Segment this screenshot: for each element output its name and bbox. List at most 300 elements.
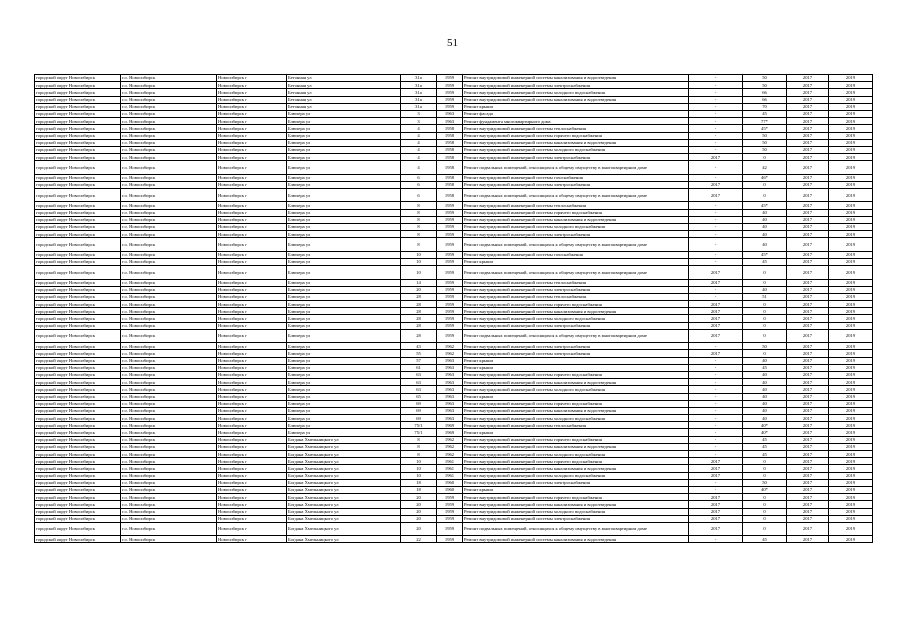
year-cell: 1959 — [437, 251, 463, 258]
city-cell: Новосибирск г — [217, 174, 287, 181]
wear-cell: 45* — [743, 125, 787, 132]
street-cell: Блюхера ул — [287, 343, 401, 350]
period-end-cell: 2019 — [829, 89, 873, 96]
work-type-cell: Ремонт подвальных помещений, относящихся к общему имуществу в многоквартирном доме — [463, 329, 689, 342]
done-year-cell: 2017 — [689, 458, 743, 465]
year-cell: 1959 — [437, 82, 463, 89]
work-type-cell: Ремонт внутридомовой инженерной системы электроснабжения — [463, 286, 689, 293]
year-cell: 1959 — [437, 96, 463, 103]
district-cell: г.о. Новосибирск — [121, 508, 217, 515]
municipality-cell: городской округ Новосибирск — [35, 96, 121, 103]
wear-cell: 0 — [743, 494, 787, 501]
table-row — [35, 415, 873, 422]
period-start-cell: 2017 — [787, 364, 829, 371]
year-cell: 1960 — [437, 486, 463, 493]
district-cell: г.о. Новосибирск — [121, 472, 217, 479]
street-cell: Блюхера ул — [287, 371, 401, 378]
wear-cell: 0 — [743, 329, 787, 342]
period-end-cell: 2019 — [829, 209, 873, 216]
work-type-cell: Ремонт внутридомовой инженерной системы канализования и водоотведения — [463, 443, 689, 450]
house-cell: 3 — [401, 110, 437, 117]
work-type-cell: Ремонт подвальных помещений, относящихся к общему имуществу в многоквартирном доме — [463, 161, 689, 174]
house-cell: 8 — [401, 451, 437, 458]
table-body — [35, 75, 873, 543]
city-cell: Новосибирск г — [217, 231, 287, 238]
municipality-cell: городской округ Новосибирск — [35, 110, 121, 117]
period-end-cell: 2019 — [829, 132, 873, 139]
municipality-cell: городской округ Новосибирск — [35, 379, 121, 386]
period-end-cell: 2019 — [829, 443, 873, 450]
district-cell: г.о. Новосибирск — [121, 451, 217, 458]
street-cell: Богдана Хмельницкого ул — [287, 458, 401, 465]
district-cell: г.о. Новосибирск — [121, 286, 217, 293]
period-start-cell: 2017 — [787, 379, 829, 386]
work-type-cell: Ремонт внутридомовой инженерной системы электроснабжения — [463, 181, 689, 188]
period-start-cell: 2017 — [787, 161, 829, 174]
house-cell: 4 — [401, 132, 437, 139]
house-cell: 10 — [401, 472, 437, 479]
period-end-cell: 2019 — [829, 146, 873, 153]
city-cell: Новосибирск г — [217, 436, 287, 443]
work-type-cell: Ремонт крыши — [463, 486, 689, 493]
wear-cell: 0 — [743, 515, 787, 522]
repair-schedule-table — [34, 74, 873, 543]
year-cell: 1963 — [437, 393, 463, 400]
table-row — [35, 118, 873, 125]
house-cell: 6 — [401, 189, 437, 202]
street-cell: Блюхера ул — [287, 251, 401, 258]
wear-cell: 0 — [743, 266, 787, 279]
wear-cell: 42 — [743, 161, 787, 174]
period-start-cell: 2017 — [787, 465, 829, 472]
table-row — [35, 315, 873, 322]
house-cell: 69 — [401, 400, 437, 407]
city-cell: Новосибирск г — [217, 407, 287, 414]
period-start-cell: 2017 — [787, 301, 829, 308]
district-cell: г.о. Новосибирск — [121, 118, 217, 125]
city-cell: Новосибирск г — [217, 82, 287, 89]
street-cell: Бетонная ул — [287, 96, 401, 103]
municipality-cell: городской округ Новосибирск — [35, 181, 121, 188]
year-cell: 1959 — [437, 279, 463, 286]
district-cell: г.о. Новосибирск — [121, 393, 217, 400]
period-end-cell: 2019 — [829, 293, 873, 300]
table-row — [35, 209, 873, 216]
done-year-cell: - — [689, 379, 743, 386]
district-cell: г.о. Новосибирск — [121, 443, 217, 450]
municipality-cell: городской округ Новосибирск — [35, 400, 121, 407]
period-end-cell: 2019 — [829, 472, 873, 479]
street-cell: Блюхера ул — [287, 429, 401, 436]
year-cell: 1959 — [437, 508, 463, 515]
wear-cell: 40 — [743, 400, 787, 407]
period-end-cell: 2019 — [829, 266, 873, 279]
district-cell: г.о. Новосибирск — [121, 400, 217, 407]
year-cell: 1959 — [437, 501, 463, 508]
work-type-cell: Ремонт внутридомовой инженерной системы электроснабжения — [463, 350, 689, 357]
table-row — [35, 436, 873, 443]
work-type-cell: Ремонт внутридомовой инженерной системы канализования и водоотведения — [463, 216, 689, 223]
municipality-cell: городской округ Новосибирск — [35, 371, 121, 378]
table-row — [35, 216, 873, 223]
table-row — [35, 343, 873, 350]
wear-cell: 0 — [743, 501, 787, 508]
table-row — [35, 189, 873, 202]
municipality-cell: городской округ Новосибирск — [35, 174, 121, 181]
municipality-cell: городской округ Новосибирск — [35, 82, 121, 89]
year-cell: 1959 — [437, 301, 463, 308]
period-end-cell: 2019 — [829, 96, 873, 103]
municipality-cell: городской округ Новосибирск — [35, 189, 121, 202]
table-row — [35, 89, 873, 96]
period-start-cell: 2017 — [787, 501, 829, 508]
street-cell: Блюхера ул — [287, 266, 401, 279]
period-start-cell: 2017 — [787, 472, 829, 479]
table-row — [35, 154, 873, 161]
city-cell: Новосибирск г — [217, 364, 287, 371]
wear-cell: 40* — [743, 429, 787, 436]
municipality-cell: городской округ Новосибирск — [35, 266, 121, 279]
wear-cell: 40* — [743, 422, 787, 429]
street-cell: Богдана Хмельницкого ул — [287, 465, 401, 472]
table-row — [35, 231, 873, 238]
municipality-cell: городской округ Новосибирск — [35, 251, 121, 258]
house-cell: 63 — [401, 371, 437, 378]
house-cell: 4 — [401, 154, 437, 161]
work-type-cell: Ремонт внутридомовой инженерной системы холодного водоснабжения — [463, 146, 689, 153]
table-row — [35, 293, 873, 300]
done-year-cell: 2017 — [689, 301, 743, 308]
year-cell: 1958 — [437, 161, 463, 174]
work-type-cell: Ремонт внутридомовой инженерной системы канализования и водоотведения — [463, 75, 689, 82]
district-cell: г.о. Новосибирск — [121, 103, 217, 110]
wear-cell: 45 — [743, 258, 787, 265]
work-type-cell: Ремонт внутридомовой инженерной системы электроснабжения — [463, 479, 689, 486]
year-cell: 1959 — [437, 258, 463, 265]
house-cell: 20 — [401, 286, 437, 293]
done-year-cell: - — [689, 75, 743, 82]
work-type-cell: Ремонт внутридомовой инженерной системы холодного водоснабжения — [463, 223, 689, 230]
table-row — [35, 181, 873, 188]
period-start-cell: 2017 — [787, 286, 829, 293]
table-row — [35, 371, 873, 378]
year-cell: 1959 — [437, 231, 463, 238]
table-row — [35, 266, 873, 279]
district-cell: г.о. Новосибирск — [121, 522, 217, 535]
year-cell: 1961 — [437, 472, 463, 479]
street-cell: Блюхера ул — [287, 139, 401, 146]
wear-cell: 51 — [743, 293, 787, 300]
period-end-cell: 2019 — [829, 258, 873, 265]
district-cell: г.о. Новосибирск — [121, 350, 217, 357]
period-end-cell: 2019 — [829, 422, 873, 429]
done-year-cell: - — [689, 343, 743, 350]
district-cell: г.о. Новосибирск — [121, 479, 217, 486]
period-end-cell: 2019 — [829, 154, 873, 161]
period-start-cell: 2017 — [787, 400, 829, 407]
house-cell: 28 — [401, 301, 437, 308]
period-end-cell: 2019 — [829, 322, 873, 329]
done-year-cell: - — [689, 286, 743, 293]
table-row — [35, 322, 873, 329]
work-type-cell: Ремонт внутридомовой инженерной системы теплоснабжения — [463, 125, 689, 132]
done-year-cell: - — [689, 486, 743, 493]
year-cell: 1958 — [437, 132, 463, 139]
street-cell: Блюхера ул — [287, 301, 401, 308]
city-cell: Новосибирск г — [217, 216, 287, 223]
street-cell: Блюхера ул — [287, 125, 401, 132]
table-row — [35, 379, 873, 386]
period-end-cell: 2019 — [829, 329, 873, 342]
house-cell: 6 — [401, 174, 437, 181]
period-end-cell: 2019 — [829, 393, 873, 400]
work-type-cell: Ремонт внутридомовой инженерной системы канализования и водоотведения — [463, 536, 689, 543]
year-cell: 1959 — [437, 223, 463, 230]
municipality-cell: городской округ Новосибирск — [35, 231, 121, 238]
city-cell: Новосибирск г — [217, 266, 287, 279]
table-row — [35, 308, 873, 315]
page-number: 51 — [447, 37, 458, 49]
city-cell: Новосибирск г — [217, 238, 287, 251]
street-cell: Богдана Хмельницкого ул — [287, 536, 401, 543]
table-row — [35, 522, 873, 535]
period-start-cell: 2017 — [787, 118, 829, 125]
municipality-cell: городской округ Новосибирск — [35, 301, 121, 308]
period-start-cell: 2017 — [787, 386, 829, 393]
period-end-cell: 2019 — [829, 223, 873, 230]
municipality-cell: городской округ Новосибирск — [35, 125, 121, 132]
done-year-cell: - — [689, 258, 743, 265]
city-cell: Новосибирск г — [217, 451, 287, 458]
city-cell: Новосибирск г — [217, 146, 287, 153]
house-cell: 28 — [401, 293, 437, 300]
wear-cell: 40 — [743, 238, 787, 251]
year-cell: 1962 — [437, 343, 463, 350]
period-start-cell: 2017 — [787, 125, 829, 132]
house-cell: 22 — [401, 536, 437, 543]
period-start-cell: 2017 — [787, 216, 829, 223]
done-year-cell: - — [689, 103, 743, 110]
period-end-cell: 2019 — [829, 429, 873, 436]
period-start-cell: 2017 — [787, 96, 829, 103]
municipality-cell: городской округ Новосибирск — [35, 89, 121, 96]
district-cell: г.о. Новосибирск — [121, 89, 217, 96]
district-cell: г.о. Новосибирск — [121, 357, 217, 364]
work-type-cell: Ремонт внутридомовой инженерной системы холодного водоснабжения — [463, 415, 689, 422]
table-row — [35, 202, 873, 209]
municipality-cell: городской округ Новосибирск — [35, 343, 121, 350]
work-type-cell: Ремонт внутридомовой инженерной системы горячего водоснабжения — [463, 400, 689, 407]
period-start-cell: 2017 — [787, 315, 829, 322]
year-cell: 1959 — [437, 209, 463, 216]
work-type-cell: Ремонт внутридомовой инженерной системы холодного водоснабжения — [463, 386, 689, 393]
city-cell: Новосибирск г — [217, 181, 287, 188]
street-cell: Бетонная ул — [287, 103, 401, 110]
year-cell: 1959 — [437, 286, 463, 293]
period-end-cell: 2019 — [829, 139, 873, 146]
house-cell: 8 — [401, 238, 437, 251]
period-end-cell: 2019 — [829, 508, 873, 515]
period-start-cell: 2017 — [787, 522, 829, 535]
work-type-cell: Ремонт крыши — [463, 357, 689, 364]
year-cell: 1958 — [437, 139, 463, 146]
work-type-cell: Ремонт внутридомовой инженерной системы теплоснабжения — [463, 279, 689, 286]
year-cell: 1959 — [437, 293, 463, 300]
wear-cell: 40 — [743, 357, 787, 364]
period-end-cell: 2019 — [829, 315, 873, 322]
done-year-cell: 2017 — [689, 472, 743, 479]
done-year-cell: - — [689, 209, 743, 216]
table-row — [35, 451, 873, 458]
period-end-cell: 2019 — [829, 386, 873, 393]
done-year-cell: 2017 — [689, 350, 743, 357]
house-cell: 4 — [401, 146, 437, 153]
year-cell: 1958 — [437, 154, 463, 161]
work-type-cell: Ремонт внутридомовой инженерной системы канализования и водоотведения — [463, 465, 689, 472]
district-cell: г.о. Новосибирск — [121, 82, 217, 89]
wear-cell: 0 — [743, 315, 787, 322]
district-cell: г.о. Новосибирск — [121, 422, 217, 429]
municipality-cell: городской округ Новосибирск — [35, 279, 121, 286]
wear-cell: 66 — [743, 96, 787, 103]
city-cell: Новосибирск г — [217, 329, 287, 342]
wear-cell: 0 — [743, 472, 787, 479]
house-cell: 43 — [401, 343, 437, 350]
period-start-cell: 2017 — [787, 308, 829, 315]
period-start-cell: 2017 — [787, 209, 829, 216]
done-year-cell: - — [689, 82, 743, 89]
wear-cell: 45* — [743, 251, 787, 258]
period-end-cell: 2019 — [829, 350, 873, 357]
year-cell: 1963 — [437, 110, 463, 117]
done-year-cell: - — [689, 536, 743, 543]
wear-cell: 0 — [743, 301, 787, 308]
work-type-cell: Ремонт внутридомовой инженерной системы холодного водоснабжения — [463, 315, 689, 322]
street-cell: Богдана Хмельницкого ул — [287, 501, 401, 508]
city-cell: Новосибирск г — [217, 429, 287, 436]
year-cell: 1963 — [437, 407, 463, 414]
district-cell: г.о. Новосибирск — [121, 216, 217, 223]
house-cell: 6 — [401, 181, 437, 188]
period-end-cell: 2019 — [829, 515, 873, 522]
period-end-cell: 2019 — [829, 379, 873, 386]
house-cell: 14 — [401, 279, 437, 286]
city-cell: Новосибирск г — [217, 458, 287, 465]
done-year-cell: - — [689, 393, 743, 400]
municipality-cell: городской округ Новосибирск — [35, 223, 121, 230]
city-cell: Новосибирск г — [217, 508, 287, 515]
table-row — [35, 364, 873, 371]
period-start-cell: 2017 — [787, 223, 829, 230]
period-start-cell: 2017 — [787, 436, 829, 443]
period-end-cell: 2019 — [829, 202, 873, 209]
municipality-cell: городской округ Новосибирск — [35, 209, 121, 216]
work-type-cell: Ремонт подвальных помещений, относящихся к общему имуществу в многоквартирном доме — [463, 522, 689, 535]
period-end-cell: 2019 — [829, 458, 873, 465]
period-end-cell: 2019 — [829, 436, 873, 443]
house-cell: 28 — [401, 322, 437, 329]
city-cell: Новосибирск г — [217, 479, 287, 486]
municipality-cell: городской округ Новосибирск — [35, 132, 121, 139]
district-cell: г.о. Новосибирск — [121, 279, 217, 286]
period-end-cell: 2019 — [829, 75, 873, 82]
period-end-cell: 2019 — [829, 494, 873, 501]
wear-cell: 45 — [743, 536, 787, 543]
period-start-cell: 2017 — [787, 357, 829, 364]
municipality-cell: городской округ Новосибирск — [35, 329, 121, 342]
wear-cell: 0 — [743, 189, 787, 202]
house-cell: 8 — [401, 216, 437, 223]
wear-cell: 40 — [743, 379, 787, 386]
done-year-cell: - — [689, 371, 743, 378]
street-cell: Богдана Хмельницкого ул — [287, 522, 401, 535]
period-start-cell: 2017 — [787, 350, 829, 357]
done-year-cell: - — [689, 146, 743, 153]
period-start-cell: 2017 — [787, 258, 829, 265]
table-row — [35, 494, 873, 501]
period-start-cell: 2017 — [787, 154, 829, 161]
table-row — [35, 429, 873, 436]
wear-cell: 40 — [743, 393, 787, 400]
table-row — [35, 329, 873, 342]
city-cell: Новосибирск г — [217, 536, 287, 543]
municipality-cell: городской округ Новосибирск — [35, 293, 121, 300]
period-end-cell: 2019 — [829, 286, 873, 293]
work-type-cell: Ремонт внутридомовой инженерной системы горячего водоснабжения — [463, 132, 689, 139]
period-start-cell: 2017 — [787, 202, 829, 209]
house-cell: 8 — [401, 436, 437, 443]
wear-cell: 0 — [743, 522, 787, 535]
done-year-cell: - — [689, 415, 743, 422]
wear-cell: 66 — [743, 89, 787, 96]
period-start-cell: 2017 — [787, 536, 829, 543]
period-end-cell: 2019 — [829, 501, 873, 508]
period-end-cell: 2019 — [829, 181, 873, 188]
municipality-cell: городской округ Новосибирск — [35, 357, 121, 364]
wear-cell: 0 — [743, 508, 787, 515]
house-cell: 31а — [401, 103, 437, 110]
period-start-cell: 2017 — [787, 139, 829, 146]
street-cell: Богдана Хмельницкого ул — [287, 479, 401, 486]
wear-cell: 45 — [743, 110, 787, 117]
municipality-cell: городской округ Новосибирск — [35, 161, 121, 174]
period-end-cell: 2019 — [829, 308, 873, 315]
work-type-cell: Ремонт внутридомовой инженерной системы электроснабжения — [463, 231, 689, 238]
year-cell: 1959 — [437, 202, 463, 209]
repair-schedule-table-container — [34, 74, 872, 543]
year-cell: 1958 — [437, 174, 463, 181]
municipality-cell: городской округ Новосибирск — [35, 364, 121, 371]
district-cell: г.о. Новосибирск — [121, 125, 217, 132]
table-row — [35, 465, 873, 472]
period-end-cell: 2019 — [829, 251, 873, 258]
district-cell: г.о. Новосибирск — [121, 146, 217, 153]
work-type-cell: Ремонт внутридомовой инженерной системы канализования и водоотведения — [463, 379, 689, 386]
table-row — [35, 223, 873, 230]
table-row — [35, 146, 873, 153]
city-cell: Новосибирск г — [217, 422, 287, 429]
work-type-cell: Ремонт внутридомовой инженерной системы холодного водоснабжения — [463, 451, 689, 458]
period-start-cell: 2017 — [787, 443, 829, 450]
house-cell: 4 — [401, 125, 437, 132]
year-cell: 1959 — [437, 75, 463, 82]
work-type-cell: Ремонт внутридомовой инженерной системы теплоснабжения — [463, 293, 689, 300]
wear-cell: 40 — [743, 216, 787, 223]
municipality-cell: городской округ Новосибирск — [35, 386, 121, 393]
period-start-cell: 2017 — [787, 515, 829, 522]
period-start-cell: 2017 — [787, 293, 829, 300]
year-cell: 1962 — [437, 451, 463, 458]
